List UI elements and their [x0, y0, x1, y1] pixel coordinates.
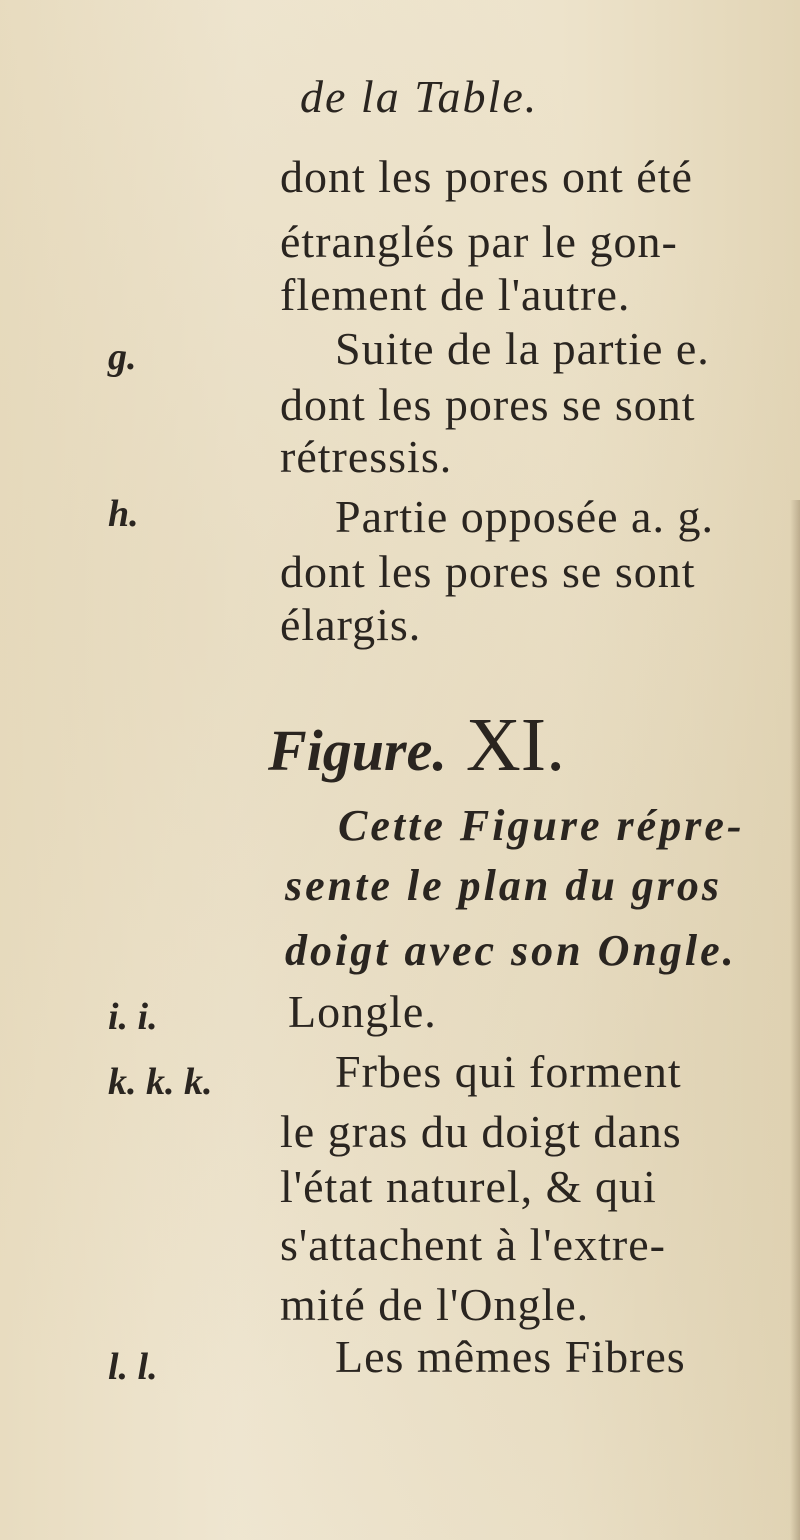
text-line: Longle. [288, 986, 437, 1037]
margin-marker-i: i. i. [108, 996, 158, 1038]
figure-heading-numeral: XI. [465, 703, 566, 787]
margin-marker-g: g. [108, 336, 137, 378]
figure-heading [268, 702, 565, 789]
caption-line: sente le plan du gros [285, 861, 723, 910]
text-line: rétressis. [280, 431, 453, 482]
page-edge-shadow [790, 500, 800, 1540]
text-line: dont les pores ont été [280, 151, 693, 202]
text-line: Partie opposée a. g. [335, 491, 714, 542]
text-line: flement de l'autre. [280, 269, 631, 320]
text-line: Frbes qui forment [335, 1046, 682, 1097]
margin-marker-h: h. [108, 493, 139, 535]
text-line: s'attachent à l'extre- [280, 1219, 666, 1270]
text-line: mité de l'Ongle. [280, 1279, 590, 1330]
text-line: Les mêmes Fibres [335, 1331, 686, 1382]
running-header: de la Table. [300, 71, 539, 122]
text-line: Suite de la partie e. [335, 323, 710, 374]
text-line: l'état naturel, & qui [280, 1161, 657, 1212]
caption-line: doigt avec son Ongle. [285, 926, 737, 975]
text-line: élargis. [280, 599, 422, 650]
text-line: dont les pores se sont [280, 379, 696, 430]
text-line: le gras du doigt dans [280, 1106, 682, 1157]
margin-marker-l: l. l. [108, 1346, 158, 1388]
caption-line: Cette Figure répre- [338, 801, 745, 850]
margin-marker-k: k. k. k. [108, 1061, 213, 1103]
text-line: dont les pores se sont [280, 546, 696, 597]
text-line: étranglés par le gon- [280, 216, 678, 267]
figure-heading-word: Figure. [268, 718, 447, 783]
